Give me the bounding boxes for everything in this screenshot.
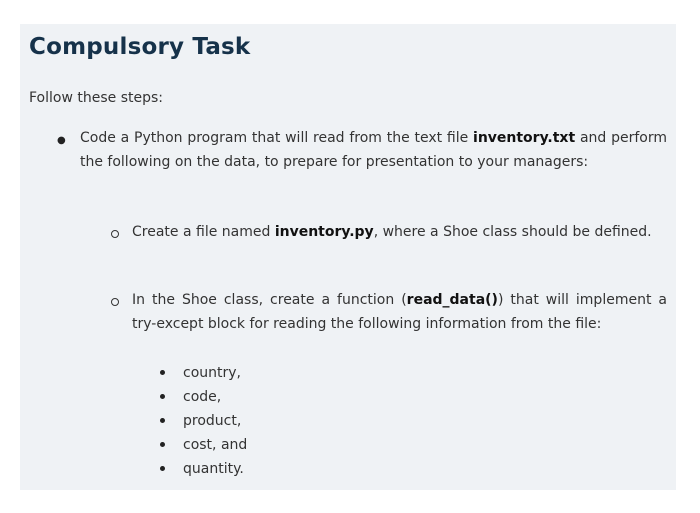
bullet-icon [160,466,165,471]
field-item: quantity. [183,461,244,477]
sub-bullet-icon [111,298,119,306]
bullet-icon: ● [57,135,66,146]
field-item: product, [183,413,242,429]
read-data-function: read_data() [406,292,498,308]
page-title: Compulsory Task [29,34,251,60]
inventory-py-filename: inventory.py [274,224,374,240]
field-item: code, [183,389,222,405]
inventory-txt-filename: inventory.txt [473,130,576,146]
bullet-icon [160,442,165,447]
bullet-icon [160,418,165,423]
field-item: cost, and [183,437,248,453]
substep-1-text: Create a file named inventory.py, where a Shoe class should be defined. [132,224,652,240]
bullet-icon [160,394,165,399]
sub-bullet-icon [111,230,119,238]
bullet-icon [160,370,165,375]
substep-2-text: In the Shoe class, create a function (read_data()) that will implement a try-except block for reading the following information from the file: [132,292,667,332]
step-1-text: Code a Python program that will read from the text file inventory.txt and perform the following on the data, to prepare for presentation to your managers: [80,130,667,170]
field-item: country, [183,365,241,381]
intro-text: Follow these steps: [29,90,163,106]
task-panel [20,24,676,490]
